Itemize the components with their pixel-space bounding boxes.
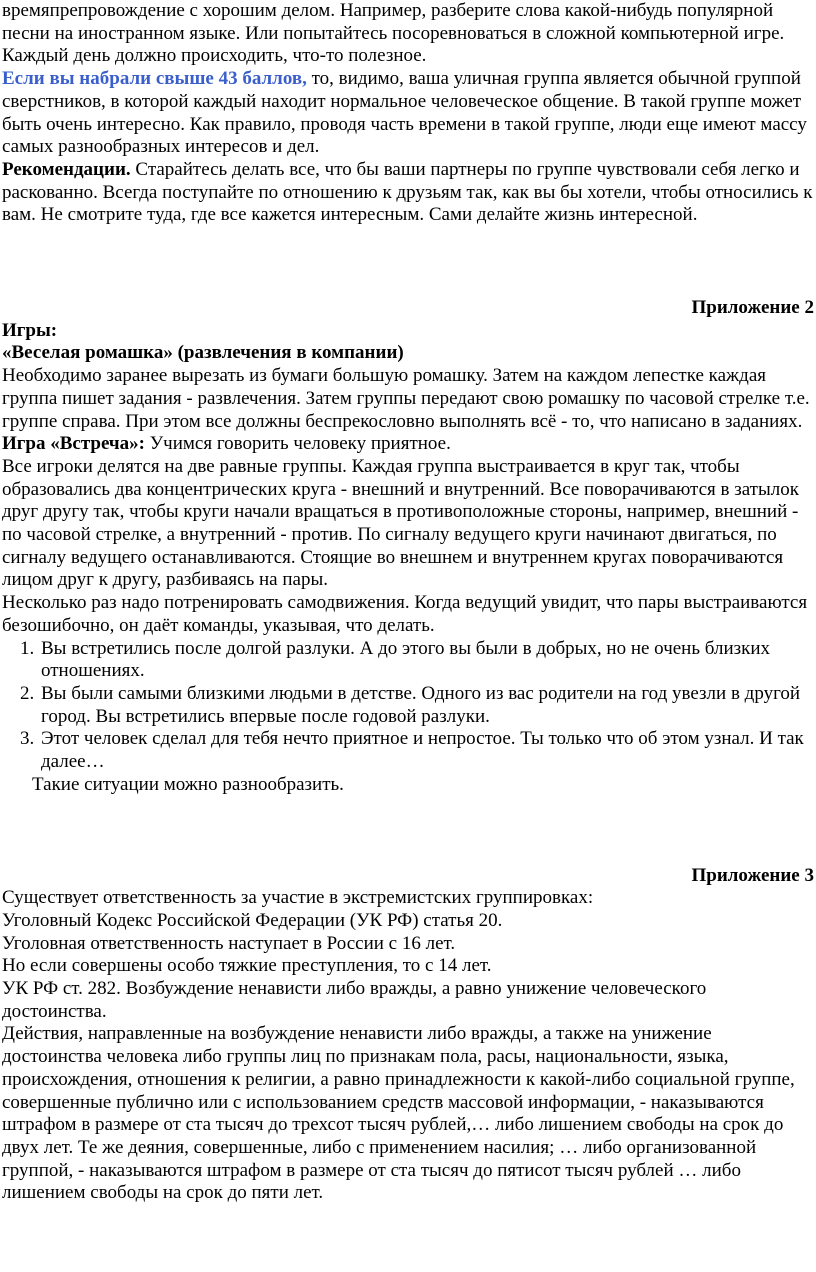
result-text: то, видимо, ваша уличная группа является обычной группой сверстников, в которой каждый находит нормальное человеческое общение. В такой группе может быть очень интересно. Как правило, проводя часть времени в такой группе, люди еще имеют массу самых разнообразных интересов и дел. — [2, 68, 807, 158]
appendix-3-line: Уголовный Кодекс Российской Федерации (УК РФ) статья 20. — [2, 909, 503, 931]
game-2-heading — [2, 433, 814, 456]
document-page — [2, 0, 814, 1205]
recommendations-paragraph — [2, 159, 814, 227]
appendix-3-line: Но если совершены особо тяжкие преступления, то с 14 лет. — [2, 955, 492, 977]
game-2-title: Игра «Встреча»: — [2, 433, 145, 455]
spacer — [2, 797, 814, 865]
intro-paragraph: времяпрепровождение с хорошим делом. Например, разберите слова какой-нибудь популярной песни на иностранном языке. Или попытайтесь посоревноваться в сложной компьютерной игре. Каждый день должно происходить, что-то полезное. — [2, 0, 785, 67]
appendix-3-line: Существует ответственность за участие в экстремистских группировках: — [2, 887, 594, 909]
result-paragraph — [2, 68, 814, 159]
games-heading: Игры: — [2, 319, 58, 341]
result-lead: Если вы набрали свыше 43 баллов, — [2, 68, 307, 90]
closing-text: Такие ситуации можно разнообразить. — [32, 773, 344, 795]
game-1-text: Необходимо заранее вырезать из бумаги большую ромашку. Затем на каждом лепестке каждая группа пишет задания - развлечения. Затем группы передают свою ромашку по часовой стрелке т.е. группе справа. При этом все должны беспрекословно выполнять всё - то, что написано в заданиях. — [2, 365, 810, 432]
game-1-title: «Веселая ромашка» (развлечения в компании) — [2, 342, 404, 364]
list-item: 3. Этот человек сделал для тебя нечто приятное и непростое. Ты только что об этом узнал. И так далее… — [39, 728, 814, 773]
appendix-3-line: УК РФ ст. 282. Возбуждение ненависти либо вражды, а равно унижение человеческого достоинства. — [2, 978, 707, 1022]
game-2-subtitle: Учимся говорить человеку приятное. — [144, 433, 451, 455]
spacer — [2, 227, 814, 297]
list-item: 1. Вы встретились после долгой разлуки. А до этого вы были в добрых, но не очень близких отношениях. — [39, 638, 814, 683]
appendix-2-label: Приложение 2 — [691, 297, 814, 319]
recommendations-text: Старайтесь делать все, что бы ваши партнеры по группе чувствовали себя легко и раскованно. Всегда поступайте по отношению к друзьям так, как вы бы хотели, чтобы относились к вам. Не смотрите туда, где все кажется интересным. Сами делайте жизнь интересной. — [2, 158, 813, 226]
appendix-3-line: Действия, направленные на возбуждение ненависти либо вражды, а также на унижение достоинства человека либо группы лиц по признакам пола, расы, национальности, языка, происхождения, отношения к религии, а равно принадлежности к какой-либо социальной группе, совершенные публично или с использованием средств массовой информации, - наказываются штрафом в размере от ста тысяч до трехсот тысяч рублей,… либо лишением свободы на срок до двух лет. Те же деяния, совершенные, либо с применением насилия; … либо организованной группой, - наказываются штрафом в размере от ста тысяч до пятисот тысяч рублей … либо лишением свободы на срок до пяти лет. — [2, 1023, 795, 1204]
situations-list — [2, 638, 814, 774]
recommendations-lead: Рекомендации. — [2, 158, 131, 180]
game-2-text-2: Несколько раз надо потренировать самодвижения. Когда ведущий увидит, что пары выстраиваются безошибочно, он даёт команды, указывая, что делать. — [2, 592, 808, 636]
game-2-text-1: Все игроки делятся на две равные группы. Каждая группа выстраивается в круг так, чтобы образовались два концентрических круга - внешний и внутренний. Все поворачиваются в затылок друг другу так, чтобы круги начали вращаться в противоположные стороны, например, внешний - по часовой стрелке, а внутренний - против. По сигналу ведущего круги начинают двигаться, по сигналу ведущего останавливаются. Стоящие во внешнем и внутреннем кругах поворачиваются лицом друг к другу, разбиваясь на пары. — [2, 455, 799, 591]
appendix-3-label: Приложение 3 — [691, 864, 814, 886]
list-item: 2. Вы были самыми близкими людьми в детстве. Одного из вас родители на год увезли в другой город. Вы встретились впервые после годовой разлуки. — [39, 683, 814, 728]
appendix-3-line: Уголовная ответственность наступает в России с 16 лет. — [2, 932, 456, 954]
